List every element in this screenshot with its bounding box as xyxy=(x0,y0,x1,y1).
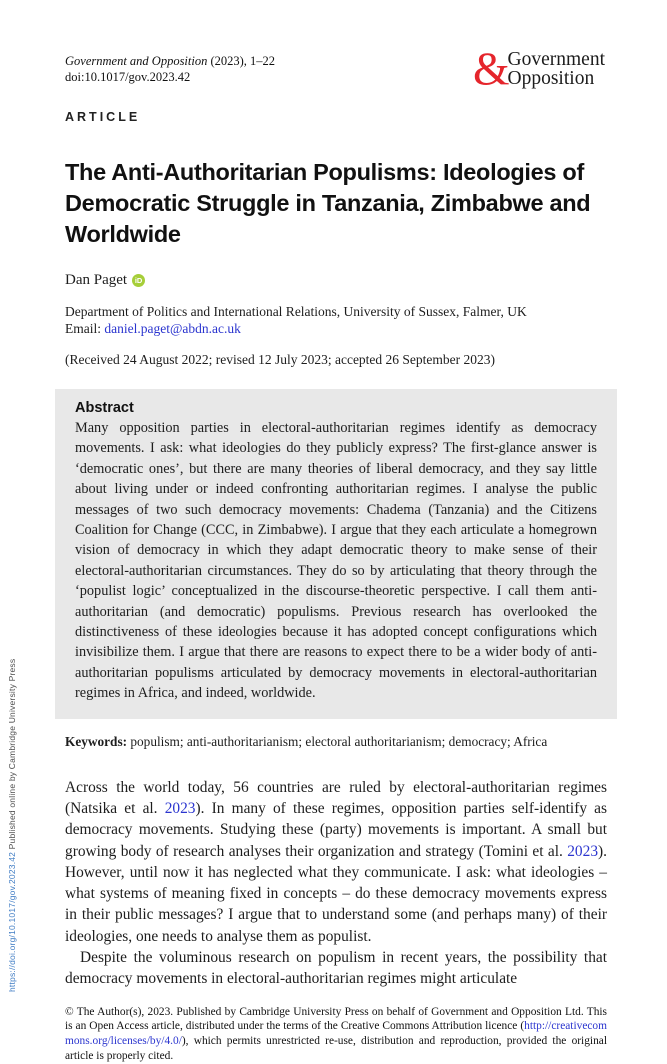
email-label: Email: xyxy=(65,321,105,336)
journal-meta xyxy=(65,53,275,85)
citation-link-tomini-2023[interactable]: 2023 xyxy=(567,842,599,860)
keywords-line xyxy=(65,734,607,750)
body-text-segment: Across the world today, 56 countries are ruled by electoral-authoritarian regimes (Natsika et al. xyxy=(65,778,607,817)
sidebar-publisher-text: Published online by Cambridge University Press xyxy=(7,658,17,852)
logo-word-opposition: Opposition xyxy=(507,68,595,89)
citation-link-natsika-2023[interactable]: 2023 xyxy=(164,799,196,817)
journal-issue-pages: (2023), 1–22 xyxy=(207,54,276,68)
article-type-label: ARTICLE xyxy=(65,110,141,124)
keywords-list: populism; anti-authoritarianism; electoral authoritarianism; democracy; Africa xyxy=(127,733,548,749)
body-text-segment: ). In many of these regimes, opposition parties self-identify as democracy movements. Studying these (party) movements is important. A small but growing body of research analyses their organization and strategy (Tomini et al. xyxy=(65,799,607,860)
logo-word-government: Government xyxy=(507,48,605,70)
sidebar-doi-link[interactable]: https://doi.org/10.1017/gov.2023.42 xyxy=(7,851,17,992)
copyright-text: ), which permits unrestricted re-use, distribution and reproduction, provided the original article is properly cited. xyxy=(65,1035,607,1063)
body-paragraph xyxy=(65,777,607,947)
copyright-footer xyxy=(65,1005,607,1064)
body-text xyxy=(65,777,607,990)
abstract-text: Many opposition parties in electoral-authoritarian regimes identify as democracy movements. I ask: what ideologies do they publicly express? The first-glance answer is ‘democratic ones’, but there are many theories of liberal democracy, and they say little about living under or indeed confronting authoritarian regimes. I analyse the public messages of two such democracy movements: Chadema (Tanzania) and the Citizens Coalition for Change (CCC, in Zimbabwe). I argue that they each articulate a homegrown vision of democracy in which they adapt democratic theory to make sense of their electoral-authoritarian circumstances. They do so by articulating that theory through the ‘populist logic’ conceptualized in the discourse-theoretic perspective. I call them anti-authoritarian (and democratic) populisms. Previous research has overlooked the distinctiveness of these ideologies because it has adopted concept configurations which invisibilize them. I argue that there are reasons to expect there to be a wider body of anti-authoritarian populisms articulated by democracy movements in electoral-authoritarian regimes in Africa, and indeed, worldwide. xyxy=(75,420,597,702)
author-row xyxy=(65,272,607,289)
received-dates: (Received 24 August 2022; revised 12 July 2023; accepted 26 September 2023) xyxy=(65,352,496,367)
author-email-line xyxy=(65,320,607,337)
abstract-heading: Abstract xyxy=(75,400,134,416)
copyright-text: © The Author(s), 2023. Published by Cambridge University Press on behalf of Government and Opposition Ltd. This is an Open Access article, distributed under the terms of the Creative Commons Attribution licence ( xyxy=(65,1005,607,1033)
doi-line: doi:10.1017/gov.2023.42 xyxy=(65,70,191,84)
cc-licence-link[interactable]: http://creativecommons.org/licenses/by/4.0/ xyxy=(65,1020,607,1048)
orcid-icon[interactable]: iD xyxy=(132,274,145,287)
journal-name: Government and Opposition xyxy=(65,54,208,68)
logo-ampersand-icon: & xyxy=(472,43,510,95)
keywords-label: Keywords: xyxy=(65,733,128,749)
article-content xyxy=(65,0,607,1064)
journal-logo xyxy=(472,43,605,95)
email-link[interactable]: daniel.paget@abdn.ac.uk xyxy=(104,321,241,336)
body-paragraph: Despite the voluminous research on populism in recent years, the possibility that democracy movements in electoral-authoritarian regimes might articulate xyxy=(65,949,607,988)
logo-wordmark xyxy=(508,50,605,89)
author-affiliation: Department of Politics and International Relations, University of Sussex, Falmer, UK xyxy=(65,304,527,319)
sidebar-publication-note xyxy=(7,659,17,992)
body-text-segment: ). However, until now it has neglected what they communicate. I ask: what ideologies – what systems of meaning fixed in concepts – do these democracy movements express in their public messages? I argue that to understand some (and perhaps many) of their ideologies, one needs to analyse them as populist. xyxy=(65,842,607,945)
journal-citation-line xyxy=(65,53,275,69)
page-header xyxy=(65,43,607,95)
author-name: Dan Paget xyxy=(65,272,128,288)
page-title: The Anti-Authoritarian Populisms: Ideologies of Democratic Struggle in Tanzania, Zimbabwe and Worldwide xyxy=(65,159,591,247)
abstract-box xyxy=(55,389,617,719)
